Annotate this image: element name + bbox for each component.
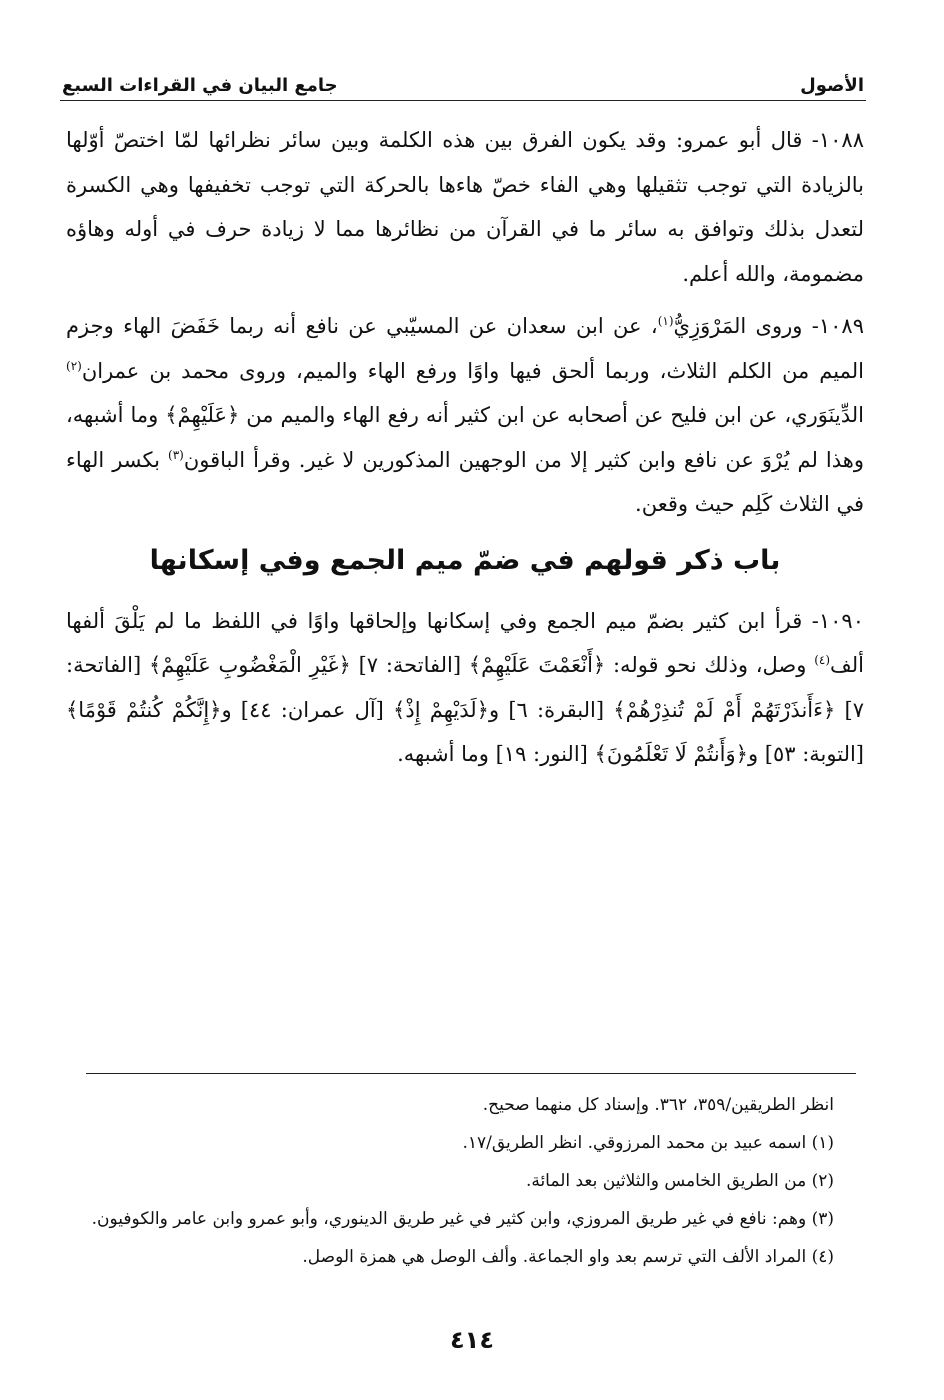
footnote-3: (٣) وهم: نافع في غير طريق المروزي، وابن كثير في غير طريق الدينوري، وأبو عمرو وابن عامر والكوفيون. (91, 1209, 834, 1229)
footnote-1: (١) اسمه عبيد بن محمد المرزوقي. انظر الطريق/١٧. (462, 1133, 834, 1153)
page-number: ٤١٤ (450, 1326, 494, 1354)
paragraph-1088: ١٠٨٨- قال أبو عمرو: وقد يكون الفرق بين هذه الكلمة وبين سائر نظرائها لمّا اختصّ أوّلها بالزيادة التي توجب تثقيلها وهي الفاء خصّ هاءها بالحركة التي توجب تخفيفها وهي الكسرة لتعدل بذلك وتوافق به سائر ما في القرآن من نظائرها مما لا زيادة حرف في أوله وهاؤه مضمومة، والله أعلم. (66, 128, 864, 286)
paragraph-1089-part3: الدِّينَوَري، عن ابن فليح عن أصحابه عن ابن كثير أنه رفع الهاء والميم من ﴿عَلَيْهِمْ﴾ وما أشبهه، وهذا لم يُرْوَ عن نافع وابن كثير إلا من الوجهين المذكورين لا غير. وقرأ الباقون (66, 403, 864, 472)
paragraph-1089 (66, 304, 864, 527)
paragraph-1089-part4: بكسر الهاء في الثلاث كَلِم حيث وقعن. (66, 447, 864, 516)
footnote-ref-4[interactable]: (٤) (814, 653, 831, 667)
paragraph-1090-part1: ١٠٩٠- قرأ ابن كثير بضمّ ميم الجمع وفي إسكانها وإلحاقها واوًا في اللفظ ما لم يَلْقَ ألفها ألف (66, 608, 864, 677)
footnote-ref-1[interactable]: (١) (657, 314, 674, 328)
footnote-4: (٤) المراد الألف التي ترسم بعد واو الجماعة. وألف الوصل هي همزة الوصل. (302, 1247, 834, 1267)
header-divider (60, 100, 866, 101)
footnote-note: انظر الطريقين/٣٥٩، ٣٦٢. وإسناد كل منهما صحيح. (482, 1095, 834, 1115)
footnotes (66, 1090, 834, 1280)
footnote-ref-3[interactable]: (٣) (168, 447, 184, 462)
footnote-2: (٢) من الطريق الخامس والثلاثين بعد المائة. (525, 1171, 834, 1191)
footnote-ref-2[interactable]: (٢) (66, 358, 82, 373)
section-title: الأصول (800, 75, 864, 96)
paragraph-1089-part2: ، عن ابن سعدان عن المسيّبي عن نافع أنه ربما خَفَضَ الهاء وجزم الميم من الكلم الثلاث، وربما ألحق فيها واوًا ورفع الهاء والميم، وروى محمد بن عمران (66, 314, 864, 383)
paragraph-1089-part1: ١٠٨٩- وروى المَرْوَزِيُّ (673, 314, 864, 338)
main-text (66, 118, 864, 785)
book-title: جامع البيان في القراءات السبع (62, 75, 338, 96)
chapter-heading: باب ذكر قولهم في ضمّ ميم الجمع وفي إسكانها (149, 544, 781, 576)
running-header (62, 62, 864, 96)
paragraph-1090-part2: وصل، وذلك نحو قوله: ﴿أَنْعَمْتَ عَلَيْهِمْ﴾ [الفاتحة: ٧] ﴿غَيْرِ الْمَغْضُوبِ عَلَيْهِمْ﴾ [الفاتحة: ٧] ﴿ءَأَنذَرْتَهُمْ أَمْ لَمْ تُنذِرْهُمْ﴾ [البقرة: ٦] و﴿لَدَيْهِمْ إِذْ﴾ [آل عمران: ٤٤] و﴿إِنَّكُمْ كُنتُمْ قَوْمًا﴾ [التوبة: ٥٣] و﴿وَأَنتُمْ لَا تَعْلَمُونَ﴾ [النور: ١٩] وما أشبهه. (66, 653, 864, 766)
footnote-divider (86, 1073, 856, 1074)
paragraph-1090 (66, 599, 864, 777)
